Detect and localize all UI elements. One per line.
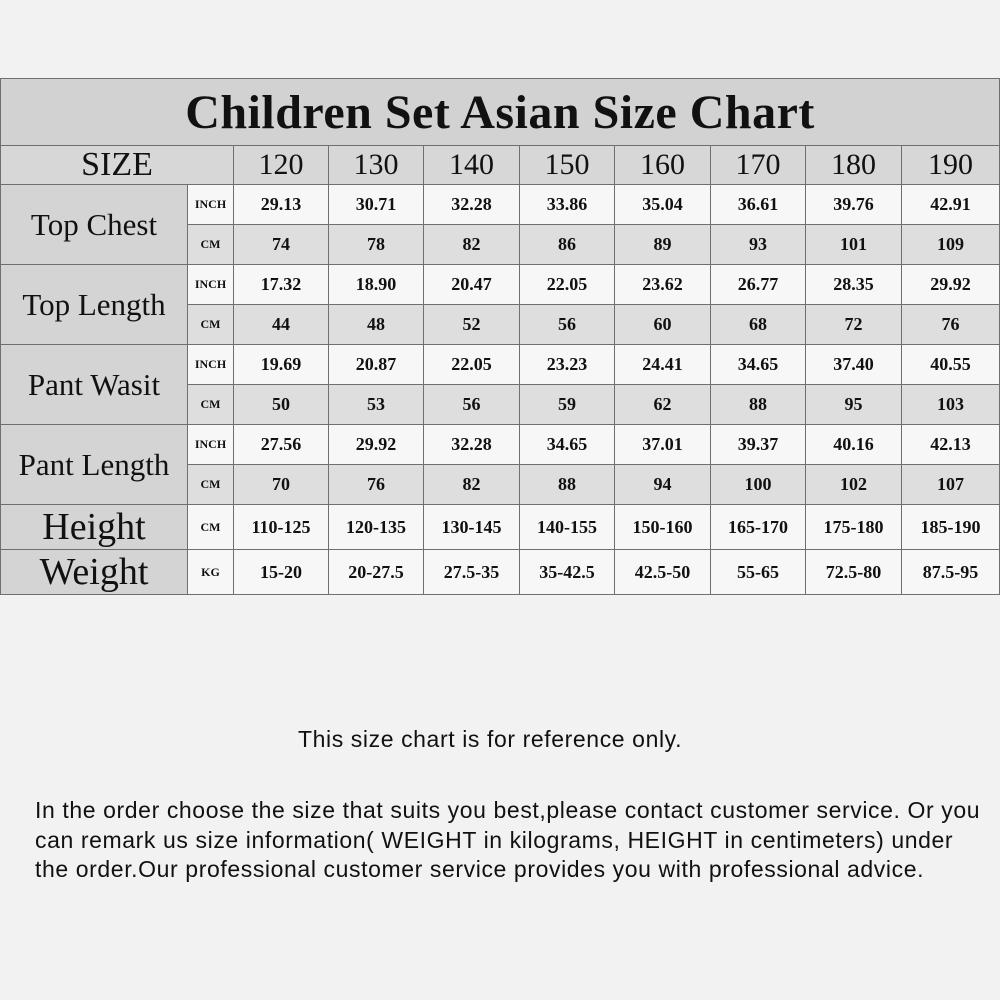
value-cell: 37.01 (615, 425, 711, 465)
unit-label: INCH (188, 265, 234, 305)
metric-label-pant-wasit: Pant Wasit (1, 345, 188, 425)
value-cell: 37.40 (806, 345, 902, 385)
value-cell: 88 (711, 385, 806, 425)
value-cell: 33.86 (520, 185, 615, 225)
value-cell: 20-27.5 (329, 550, 424, 595)
value-cell: 22.05 (520, 265, 615, 305)
value-cell: 130-145 (424, 505, 520, 550)
value-cell: 107 (902, 465, 1000, 505)
value-cell: 29.92 (329, 425, 424, 465)
value-cell: 52 (424, 305, 520, 345)
metric-label-height: Height (1, 505, 188, 550)
value-cell: 22.05 (424, 345, 520, 385)
unit-label: INCH (188, 345, 234, 385)
size-header-170: 170 (711, 146, 806, 185)
value-cell: 44 (234, 305, 329, 345)
value-cell: 82 (424, 465, 520, 505)
size-header-120: 120 (234, 146, 329, 185)
value-cell: 24.41 (615, 345, 711, 385)
value-cell: 109 (902, 225, 1000, 265)
value-cell: 150-160 (615, 505, 711, 550)
value-cell: 40.16 (806, 425, 902, 465)
value-cell: 76 (329, 465, 424, 505)
value-cell: 23.23 (520, 345, 615, 385)
value-cell: 39.37 (711, 425, 806, 465)
unit-label: CM (188, 305, 234, 345)
value-cell: 39.76 (806, 185, 902, 225)
metric-label-top-chest: Top Chest (1, 185, 188, 265)
value-cell: 42.5-50 (615, 550, 711, 595)
value-cell: 20.47 (424, 265, 520, 305)
value-cell: 140-155 (520, 505, 615, 550)
value-cell: 27.5-35 (424, 550, 520, 595)
value-cell: 17.32 (234, 265, 329, 305)
value-cell: 32.28 (424, 425, 520, 465)
value-cell: 42.13 (902, 425, 1000, 465)
size-chart-table (0, 78, 1000, 595)
value-cell: 34.65 (711, 345, 806, 385)
metric-label-weight: Weight (1, 550, 188, 595)
value-cell: 185-190 (902, 505, 1000, 550)
table-row (1, 185, 1000, 225)
unit-label: CM (188, 465, 234, 505)
value-cell: 35-42.5 (520, 550, 615, 595)
value-cell: 101 (806, 225, 902, 265)
value-cell: 82 (424, 225, 520, 265)
value-cell: 72 (806, 305, 902, 345)
value-cell: 50 (234, 385, 329, 425)
size-header-130: 130 (329, 146, 424, 185)
value-cell: 34.65 (520, 425, 615, 465)
value-cell: 53 (329, 385, 424, 425)
value-cell: 95 (806, 385, 902, 425)
metric-label-top-length: Top Length (1, 265, 188, 345)
value-cell: 94 (615, 465, 711, 505)
value-cell: 15-20 (234, 550, 329, 595)
size-header-140: 140 (424, 146, 520, 185)
value-cell: 120-135 (329, 505, 424, 550)
value-cell: 30.71 (329, 185, 424, 225)
value-cell: 76 (902, 305, 1000, 345)
reference-note: This size chart is for reference only. (297, 726, 683, 752)
value-cell: 100 (711, 465, 806, 505)
value-cell: 20.87 (329, 345, 424, 385)
value-cell: 23.62 (615, 265, 711, 305)
value-cell: 89 (615, 225, 711, 265)
value-cell: 88 (520, 465, 615, 505)
unit-label: INCH (188, 425, 234, 465)
table-row (1, 550, 1000, 595)
size-header-150: 150 (520, 146, 615, 185)
metric-label-pant-length: Pant Length (1, 425, 188, 505)
value-cell: 55-65 (711, 550, 806, 595)
value-cell: 78 (329, 225, 424, 265)
size-header-190: 190 (902, 146, 1000, 185)
value-cell: 110-125 (234, 505, 329, 550)
value-cell: 87.5-95 (902, 550, 1000, 595)
value-cell: 93 (711, 225, 806, 265)
value-cell: 102 (806, 465, 902, 505)
unit-label: CM (188, 225, 234, 265)
value-cell: 40.55 (902, 345, 1000, 385)
value-cell: 62 (615, 385, 711, 425)
value-cell: 35.04 (615, 185, 711, 225)
value-cell: 68 (711, 305, 806, 345)
value-cell: 29.13 (234, 185, 329, 225)
value-cell: 165-170 (711, 505, 806, 550)
value-cell: 72.5-80 (806, 550, 902, 595)
value-cell: 32.28 (424, 185, 520, 225)
value-cell: 56 (520, 305, 615, 345)
value-cell: 42.91 (902, 185, 1000, 225)
unit-label: CM (188, 505, 234, 550)
value-cell: 18.90 (329, 265, 424, 305)
size-header-180: 180 (806, 146, 902, 185)
unit-label: INCH (188, 185, 234, 225)
unit-label: KG (188, 550, 234, 595)
value-cell: 27.56 (234, 425, 329, 465)
table-row (1, 265, 1000, 305)
size-header-160: 160 (615, 146, 711, 185)
value-cell: 48 (329, 305, 424, 345)
value-cell: 28.35 (806, 265, 902, 305)
table-row (1, 505, 1000, 550)
value-cell: 74 (234, 225, 329, 265)
value-cell: 175-180 (806, 505, 902, 550)
value-cell: 59 (520, 385, 615, 425)
unit-label: CM (188, 385, 234, 425)
value-cell: 19.69 (234, 345, 329, 385)
chart-title: Children Set Asian Size Chart (1, 79, 1000, 146)
value-cell: 86 (520, 225, 615, 265)
advice-note: In the order choose the size that suits you best,please contact customer service. Or you can remark us size information( WEIGHT in kilograms, HEIGHT in centimeters) under the order.Our professional customer service provides you with professional advice. (35, 797, 981, 882)
value-cell: 29.92 (902, 265, 1000, 305)
value-cell: 36.61 (711, 185, 806, 225)
value-cell: 60 (615, 305, 711, 345)
table-row (1, 425, 1000, 465)
value-cell: 26.77 (711, 265, 806, 305)
value-cell: 56 (424, 385, 520, 425)
size-header-label: SIZE (1, 146, 234, 185)
value-cell: 70 (234, 465, 329, 505)
value-cell: 103 (902, 385, 1000, 425)
table-row (1, 345, 1000, 385)
